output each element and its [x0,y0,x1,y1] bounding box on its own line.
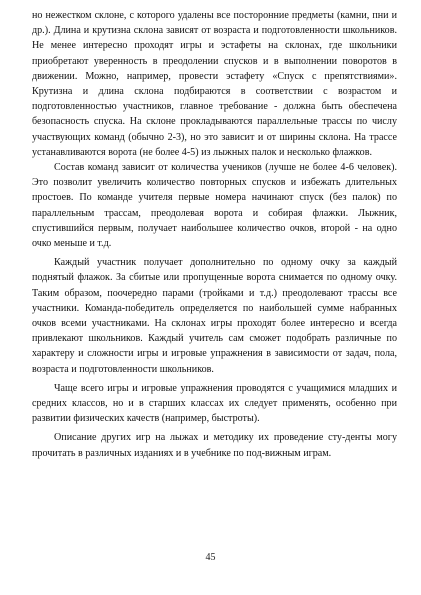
page-number: 45 [205,552,216,563]
paragraph-age-groups: Чаще всего игры и игровые упражнения проводятся с учащимися младших и средних классов, но и в старших классах их следует применять, особенно при развитии физических качеств (например, быстроты). [32,382,397,425]
paragraph-scoring: Каждый участник получает дополнительно по одному очку за каждый поднятый флажок. За сбитые или пропущенные ворота снимается по одному очку. Таким образом, поочередно парами (тройками и т.д.) преодолевают трассы все участники. Команда-победитель определяется по наибольшей сумме набранных очков всеми участниками. На склонах игры проходят более интересно и всегда привлекают школьников. Каждый учитель сам сможет подобрать различные по характеру и сложности игры и игровые упражнения в зависимости от задач, пола, возраста и подготовленности школьников. [32,257,397,375]
paragraph-further-reading: Описание других игр на лыжах и методику их проведение сту-денты могу прочитать в различных изданиях и в учебнике по под-вижным играм. [32,432,397,459]
paragraph-slope-games: но нежестком склоне, с которого удалены все посторонние предметы (камни, пни и др.). Длина и крутизна склона зависят от возраста и подготовленности школьников. Не менее интересно проходят игры и эстафеты на склонах, где школьники приобретают уверенность в преодолении спусков и в выполнении поворотов в движении. Можно, например, провести эстафету «Спуск с препятствиями». Крутизна и длина склона подбираются в соответствии с возрастом и подготовленностью участников, главное требование - должна быть обеспечена безопасность спуска. На склоне прокладываются параллельные трассы по числу участвующих команд (обычно 2-3), но это зависит и от ширины склона. На трассе устанавливаются ворота (не более 4-5) из лыжных палок и несколько флажков. [32,10,397,158]
paragraph-team-composition: Состав команд зависит от количества учеников (лучше не более 4-6 человек). Это позволит увеличить количество повторных спусков и избежать длительных простоев. По команде учителя первые номера начинают спуск (без палок) по параллельным трассам, преодолевая ворота и собирая флажки. Лыжник, спустившийся первым, получает наибольшее количество очков, второй - на одно очко меньше и т.д. [32,162,397,250]
page-body [32,8,397,461]
